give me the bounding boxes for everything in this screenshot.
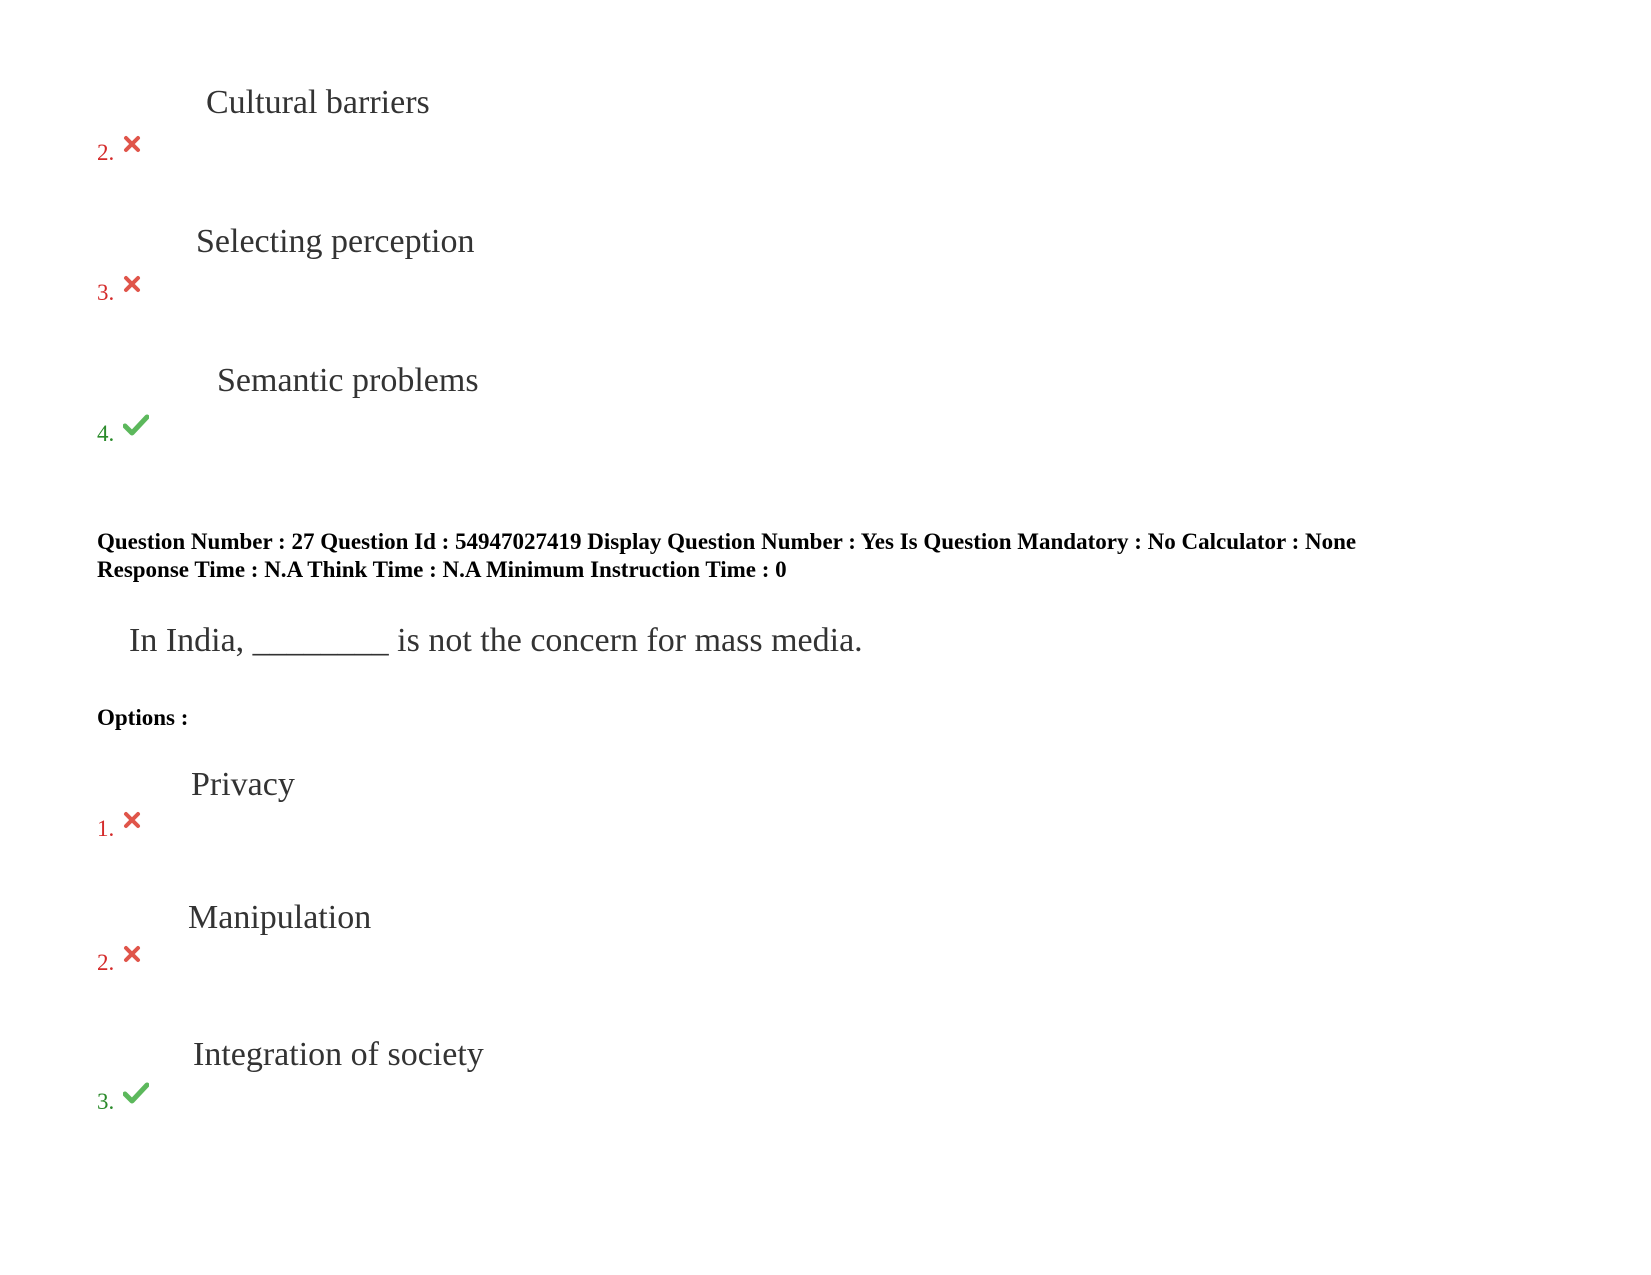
option-3-marker bbox=[97, 1089, 149, 1115]
prev-option-2-marker bbox=[97, 140, 141, 166]
option-2-marker bbox=[97, 950, 141, 976]
cross-icon bbox=[123, 273, 141, 299]
check-icon bbox=[123, 414, 149, 442]
option-1-text: Privacy bbox=[191, 766, 295, 803]
question-meta-line2: Response Time : N.A Think Time : N.A Minimum Instruction Time : 0 bbox=[97, 557, 787, 582]
question-text: In India, ________ is not the concern for mass media. bbox=[129, 622, 863, 659]
prev-option-3-marker bbox=[97, 280, 141, 306]
option-1-marker bbox=[97, 816, 141, 842]
question-meta-line1: Question Number : 27 Question Id : 54947027419 Display Question Number : Yes Is Question Mandatory : No Calculator : None bbox=[97, 529, 1357, 554]
option-number: 1. bbox=[97, 816, 115, 841]
option-number: 4. bbox=[97, 421, 115, 446]
cross-icon bbox=[123, 133, 141, 159]
option-number: 2. bbox=[97, 950, 115, 975]
prev-option-3-text: Selecting perception bbox=[196, 223, 475, 260]
cross-icon bbox=[123, 943, 141, 969]
cross-icon bbox=[123, 809, 141, 835]
check-icon bbox=[123, 1082, 149, 1110]
option-3-text: Integration of society bbox=[193, 1036, 484, 1073]
option-number: 2. bbox=[97, 140, 115, 165]
prev-option-4-marker bbox=[97, 421, 149, 447]
option-number: 3. bbox=[97, 1089, 115, 1114]
options-label: Options : bbox=[97, 705, 189, 730]
question-meta bbox=[97, 528, 1356, 584]
option-number: 3. bbox=[97, 280, 115, 305]
option-2-text: Manipulation bbox=[188, 899, 372, 936]
prev-option-4-text: Semantic problems bbox=[217, 362, 479, 399]
prev-option-2-text: Cultural barriers bbox=[206, 84, 430, 121]
